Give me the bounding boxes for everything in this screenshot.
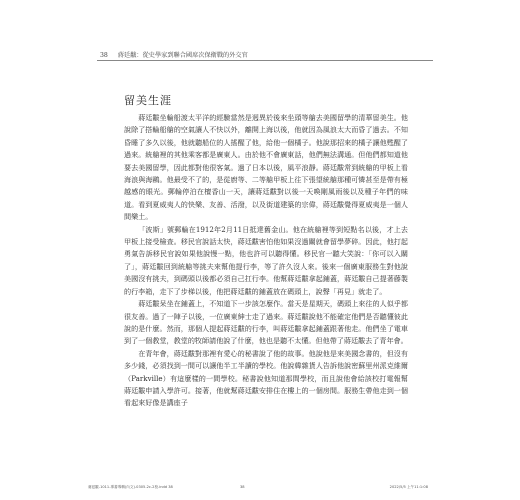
paragraph: 蔣廷黻坐輪船渡太平洋的經驗當然是迥異於後來坐頭等艙去美國留學的清華留美生。他說除了搭輪船艙的空氣讓人不快以外，離開上海以後，他就因為風浪太大而昏了過去。不知昏睡了多久以後，他就聽船位的人搖醒了他，給他一個橘子。他說那招來的橘子讓他甦醒了過來。統艙裡的其他乘客都是廣東人。由於他不會廣東話，他們無法溝通。但他們都知道他要去美國留學，因此都對他很客氣。過了日本以後，風平浪靜。蔣廷黻常到統艙的甲板上看海浪與海鷗。他最受不了的，是從廚等、二等艙甲板上往下張望統艙那種可憐甚至是帶有極越感的眼光。郵輪停泊在檀香山一天，讓蔣廷黻對以後一天喚剛風雨後以及種子年們的味道。看到夏威夷人的快樂、友善、活潑，以及街道建築的宗偉，蔣廷黻覺得夏威夷是一個人間樂土。 bbox=[124, 113, 408, 222]
footer-page-number: 38 bbox=[240, 485, 245, 489]
running-head bbox=[100, 50, 248, 59]
footer-timestamp: 2022/5/5 上午11:1:08 bbox=[389, 485, 428, 489]
body-text bbox=[124, 112, 408, 410]
paragraph: 蔣廷黻呆坐在鋪蓋上，不知道下一步該怎麼作。當天是星期天，碼頭上來往的人似乎都很友善。過了一陣子以後，一位廣東紳士走了過來。蔣廷黻說他不能確定他們是否聽懂彼此說的是什麼。然而，那個人提起蔣廷黻的行李，叫蔣廷黻拿起鋪蓋跟著他走。他們坐了電車到了一個教堂，教堂的牧師請他說了什麼，他也是聽不太懂。但他帶了蔣廷黻去了青年會。 bbox=[124, 299, 408, 346]
footer-file-label: 蔣廷黻-1011-專書專輯(內文)-0305-2c-2校.indd 38 bbox=[88, 485, 173, 489]
running-title: 蔣廷黻：從史學家到聯合國席次保衛戰的外交官 bbox=[117, 52, 248, 59]
paragraph: 「波斯」號郵輪在1912年2月11日抵達舊金山。他在統艙裡等到短點名以後，才上去甲板上接受檢查。移民官說話太快，蔣廷黻害怕他如果沒過關就會留學夢碎。因此，他打起勇氣告訴移民官說如果他說慢一點，他也許可以聽得懂。移民官一聽大笑說：「你可以入關了」，蔣廷黻回到統艙等挑夫來幫他提行李，等了許久沒人來。後來一個廣東服務生對他說美國沒有挑夫，到碼頭以後都必須自己扛行李。他幫蔣廷黻拿起鋪蓋，蔣廷黻自己提著藤製的行李箱，走下了步梯以後，他把蔣廷黻的鋪蓋放在碼頭上，說聲「再見」就走了。 bbox=[124, 224, 408, 296]
header-rule bbox=[97, 60, 433, 61]
header-page-number: 38 bbox=[100, 52, 108, 59]
section-title: 留美生涯 bbox=[124, 94, 172, 107]
paragraph: 在青年會，蔣廷黻對那裡有愛心的秘書說了他的故事。他說他是來美國念書的，但沒有多少錢，必須找到一間可以讓他半工半讀的學校。他說韓雜貨人告訴他說密蘇里州派克維爾（Parkville）有這麼樣的一間學校。秘書說他知道那間學校，而且說他會給該校打電報幫蔣廷黻申請入學許可。接著，他就幫蔣廷黻安排住在樓上的一個房間。服務生帶他走到一個看起來好像是講座子 bbox=[124, 348, 408, 408]
